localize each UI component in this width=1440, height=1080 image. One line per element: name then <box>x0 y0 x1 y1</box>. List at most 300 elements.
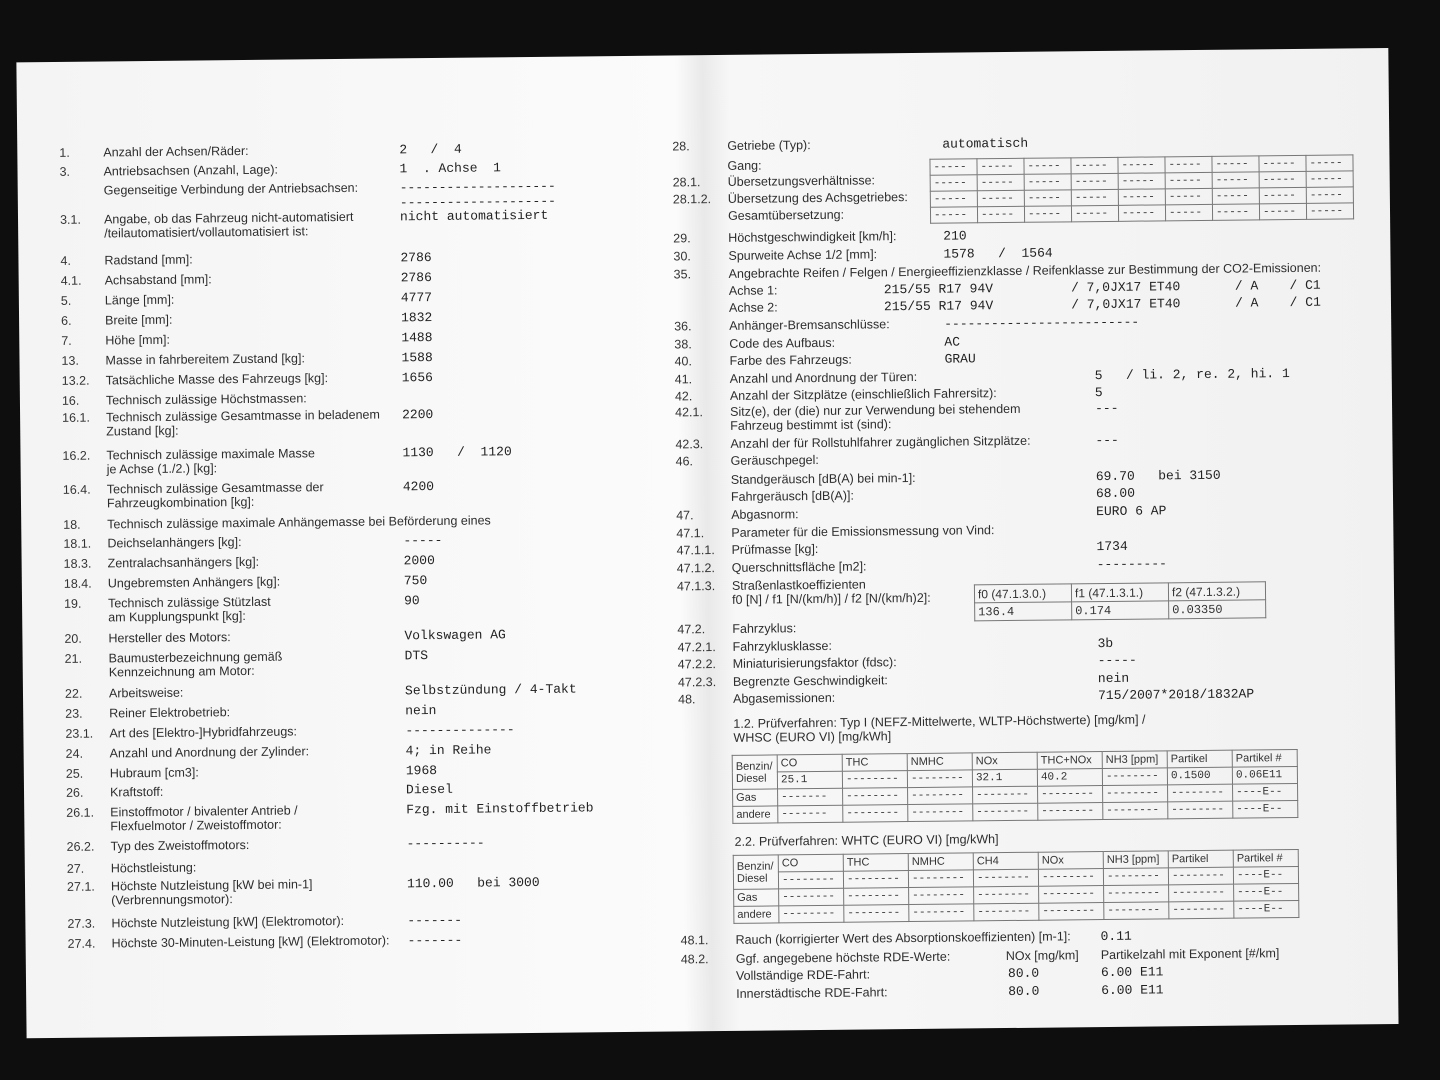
type1-cell: ----E-- <box>1233 783 1298 801</box>
whtc-cell: -------- <box>1169 901 1234 919</box>
type1-cell: andere <box>733 806 778 823</box>
left-item-value: ------- <box>407 912 463 929</box>
whtc-header: Benzin/ Diesel <box>733 855 778 889</box>
type1-header: NOx <box>972 752 1037 770</box>
left-item-num: 21. <box>64 651 83 666</box>
gear-cell: ----- <box>1165 172 1212 188</box>
whtc-cell: ----E-- <box>1234 883 1299 901</box>
left-item-num: 18.3. <box>63 556 92 571</box>
left-item-value: 4777 <box>400 290 433 306</box>
right-item-label: Anhänger-Bremsanschlüsse: <box>729 317 890 333</box>
left-item-num: 27.3. <box>67 916 96 931</box>
gear-cell: ----- <box>1306 171 1353 187</box>
rde-label: Ggf. angegebene höchste RDE-Werte: <box>735 949 951 966</box>
right-item-label: Getriebe (Typ): <box>727 138 811 153</box>
right-item-num: 47.1.2. <box>676 561 716 576</box>
right-item-label: Fahrgeräusch [dB(A)]: <box>730 488 855 504</box>
left-item-label: Reiner Elektrobetrieb: <box>109 705 231 721</box>
left-item-label: Baumusterbezeichnung gemäß Kennzeichnung am Motor: <box>108 649 283 680</box>
right-item-label: Anzahl und Anordnung der Türen: <box>729 369 918 386</box>
type1-cell: -------- <box>908 804 973 822</box>
test12-title: 1.2. Prüfverfahren: Typ I (NEFZ-Mittelwerte, WLTP-Höchstwerte) [mg/km] / WHSC (EURO VI) [mg/kWh] <box>733 712 1146 745</box>
right-item-value: EURO 6 AP <box>1096 503 1167 520</box>
right-item-label: Gang: <box>727 158 762 173</box>
left-item-label: Hersteller des Motors: <box>108 630 231 646</box>
type1-cell: -------- <box>973 786 1038 804</box>
type1-cell: 40.2 <box>1037 769 1102 787</box>
type1-header: THC+NOx <box>1037 752 1102 770</box>
right-item-num: 47.2. <box>677 622 706 637</box>
left-item-value: 2 / 4 <box>399 141 462 158</box>
type1-header: NH3 [ppm] <box>1102 751 1167 769</box>
left-item-num: 20. <box>64 631 82 646</box>
gear-cell: ----- <box>977 158 1024 174</box>
left-item-label: Höhe [mm]: <box>105 332 170 348</box>
left-item-label: Hubraum [cm3]: <box>109 765 199 781</box>
smoke-value: 0.11 <box>1100 928 1132 945</box>
left-item-value: -------------------- <box>399 193 556 211</box>
type1-cell: -------- <box>1103 785 1168 803</box>
whtc-cell: -------- <box>779 905 844 923</box>
left-item-num: 16. <box>61 393 80 408</box>
rde-row-label: Vollständige RDE-Fahrt: <box>735 967 871 983</box>
right-item-label: Geräuschpegel: <box>730 452 819 468</box>
gear-cell: ----- <box>1165 188 1212 204</box>
whtc-cell: -------- <box>909 904 974 922</box>
left-item-num: 27. <box>66 861 85 876</box>
left-item-num: 24. <box>65 746 84 761</box>
whtc-cell: -------- <box>1169 884 1234 902</box>
left-item-num: 22. <box>64 686 83 701</box>
right-item-value: --- <box>1094 400 1119 417</box>
left-item-label: Tatsächliche Masse des Fahrzeugs [kg]: <box>105 371 329 388</box>
right-item-label: Parameter für die Emissionsmessung von Vind: <box>731 523 995 540</box>
left-item-value: 1968 <box>405 762 438 779</box>
left-item-label: Typ des Zweistoffmotors: <box>110 837 250 854</box>
left-item-label: Länge [mm]: <box>104 292 175 308</box>
left-item-value: 1656 <box>401 370 434 386</box>
whtc-cell: -------- <box>1104 902 1169 920</box>
left-item-value: 2200 <box>402 407 434 423</box>
left-item-label: Radstand [mm]: <box>104 252 193 268</box>
right-item-num: 28.1.2. <box>672 192 712 207</box>
gear-cell: ----- <box>930 175 977 191</box>
whtc-cell: -------- <box>844 888 909 906</box>
left-item-num: 18.1. <box>63 536 92 551</box>
left-item-value: DTS <box>404 648 429 664</box>
right-item-label: Straßenlastkoeffizienten f0 [N] / f1 [N/(km/h)] / f2 [N/(km/h)2]: <box>731 577 931 607</box>
left-item-value: 2786 <box>400 270 432 286</box>
whtc-cell: -------- <box>1103 868 1168 886</box>
left-item-value: 1 . Achse 1 <box>399 160 502 177</box>
left-item-label: Höchste 30-Minuten-Leistung [kW] (Elektromotor): <box>111 933 390 951</box>
left-item-label: Einstoffmotor / bivalenter Antrieb / Flexfuelmotor / Zweistoffmotor: <box>110 803 298 834</box>
left-item-label: Technisch zulässige maximale Masse je Achse (1./2.) [kg]: <box>106 446 315 477</box>
right-item-label: Fahrzyklusklasse: <box>732 638 832 654</box>
gear-cell: ----- <box>1071 189 1118 205</box>
right-item-num: 35. <box>673 267 692 282</box>
whtc-cell: -------- <box>844 905 909 923</box>
left-item-label: Technisch zulässige Gesamtmasse der Fahrzeugkombination [kg]: <box>106 480 324 511</box>
gear-cell: ----- <box>1259 171 1306 187</box>
right-item-value: 3b <box>1097 635 1114 652</box>
road-load-header: f1 (47.1.3.1.) <box>1071 583 1168 602</box>
gear-cell: ----- <box>1212 156 1259 172</box>
left-item-value: ---------- <box>406 835 485 852</box>
type1-cell: ------- <box>778 788 843 806</box>
gear-cell: ----- <box>977 174 1024 190</box>
whtc-cell: -------- <box>909 887 974 905</box>
left-item-label: Kraftstoff: <box>109 784 164 800</box>
whtc-cell: -------- <box>1038 869 1103 887</box>
rde-row-nox: 80.0 <box>1007 965 1040 982</box>
road-load-header: f0 (47.1.3.0.) <box>974 584 1071 603</box>
right-item-value: 215/55 R17 94V / 7,0JX17 ET40 / A / C1 <box>883 294 1321 315</box>
right-item-label: Achse 2: <box>728 300 778 315</box>
gear-cell: ----- <box>1118 205 1165 221</box>
emission-table-whtc <box>733 849 1300 924</box>
type1-header: Partikel # <box>1232 749 1297 767</box>
document-page <box>16 48 1398 1038</box>
smoke-num: 48.1. <box>680 933 709 948</box>
right-item-label: Achse 1: <box>728 283 778 298</box>
left-item-value: 4; in Reihe <box>405 742 492 759</box>
whtc-cell: -------- <box>1039 903 1104 921</box>
whtc-header: Partikel <box>1168 850 1233 868</box>
whtc-cell: -------- <box>1168 867 1233 885</box>
gear-cell: ----- <box>930 207 977 223</box>
type1-cell: 0.06E11 <box>1232 766 1297 784</box>
right-item-num: 47.1. <box>676 526 705 541</box>
left-item-label: Technisch zulässige Gesamtmasse in beladenem Zustand [kg]: <box>106 407 380 439</box>
left-item-label: Art des [Elektro-]Hybridfahrzeugs: <box>109 724 298 741</box>
type1-cell: -------- <box>1102 768 1167 786</box>
right-item-num: 47.2.2. <box>677 657 717 672</box>
left-item-label: Anzahl der Achsen/Räder: <box>103 143 249 160</box>
right-item-num: 48. <box>678 692 696 707</box>
gear-cell: ----- <box>1118 157 1165 173</box>
gear-cell: ----- <box>1259 187 1306 203</box>
type1-header: CO <box>777 754 842 772</box>
left-item-label: Gegenseitige Verbindung der Antriebsachsen: <box>103 180 359 198</box>
left-item-label: Technisch zulässige Höchstmassen: <box>105 391 307 408</box>
gear-cell: ----- <box>1212 172 1259 188</box>
right-item-label: Übersetzung des Achsgetriebes: <box>727 190 908 206</box>
right-item-label: Angebrachte Reifen / Felgen / Energieeffizienzklasse / Reifenklasse zur Bestimmung der CO2-Emissionen: <box>728 260 1322 281</box>
right-item-label: Gesamtübersetzung: <box>727 207 845 223</box>
left-item-value: -------------- <box>405 722 515 739</box>
left-item-num: 16.4. <box>62 482 91 497</box>
right-item-label: Querschnittsfläche [m2]: <box>731 559 867 575</box>
gear-cell: ----- <box>1118 189 1165 205</box>
left-item-value: Volkswagen AG <box>404 627 506 644</box>
left-item-value: Diesel <box>405 781 453 798</box>
right-item-num: 42.1. <box>675 405 703 420</box>
type1-cell: -------- <box>1168 784 1233 802</box>
right-item-label: Fahrzyklus: <box>732 621 797 636</box>
right-item-label: Sitz(e), der (die) nur zur Verwendung bei stehendem Fahrzeug bestimmt ist (sind): <box>730 401 1021 433</box>
type1-header: Benzin/ Diesel <box>732 755 777 789</box>
whtc-cell: -------- <box>974 903 1039 921</box>
left-item-value: nicht automatisiert <box>399 207 549 225</box>
right-item-value: 215/55 R17 94V / 7,0JX17 ET40 / A / C1 <box>883 277 1321 298</box>
whtc-header: Partikel # <box>1233 849 1298 867</box>
whtc-cell: -------- <box>1104 885 1169 903</box>
left-item-label: Technisch zulässige Stützlast am Kupplungspunkt [kg]: <box>107 594 271 625</box>
left-item-num: 27.4. <box>67 936 96 951</box>
left-item-label: Höchste Nutzleistung [kW] (Elektromotor): <box>111 913 345 931</box>
road-load-value: 0.174 <box>1072 601 1169 620</box>
whtc-cell: -------- <box>779 888 844 906</box>
whtc-cell: -------- <box>908 870 973 888</box>
rde-row-pn: 6.00 E11 <box>1101 982 1164 999</box>
right-item-num: 38. <box>674 337 692 352</box>
gear-cell: ----- <box>1306 187 1353 203</box>
right-item-value: 5 / li. 2, re. 2, hi. 1 <box>1094 366 1290 384</box>
type1-cell: 32.1 <box>972 769 1037 787</box>
left-item-label: Technisch zulässige maximale Anhängemasse bei Beförderung eines <box>107 513 491 532</box>
gear-cell: ----- <box>1165 156 1212 172</box>
whtc-header: THC <box>843 854 908 872</box>
type1-cell: ----E-- <box>1233 800 1298 818</box>
right-item-label: Anzahl der für Rollstuhlfahrer zugänglichen Sitzplätze: <box>730 433 1031 451</box>
type1-cell: -------- <box>843 788 908 806</box>
left-item-num: 13. <box>61 353 79 368</box>
right-item-num: 30. <box>673 249 691 264</box>
right-item-value: 1578 / 1564 <box>943 245 1053 262</box>
whtc-header: NH3 [ppm] <box>1103 851 1168 869</box>
left-item-value: 1588 <box>401 350 433 366</box>
gear-cell: ----- <box>1024 190 1071 206</box>
left-item-num: 25. <box>65 766 84 781</box>
right-item-value: 1734 <box>1096 538 1128 555</box>
whtc-header: NOx <box>1038 852 1103 870</box>
right-item-num: 41. <box>674 372 693 387</box>
left-item-value: 2000 <box>403 553 435 569</box>
type1-cell: -------- <box>973 803 1038 821</box>
gear-cell: ----- <box>1259 203 1306 219</box>
right-item-value: 5 <box>1094 385 1103 401</box>
left-item-num: 13.2. <box>61 373 90 388</box>
right-item-value: ------------------------- <box>944 314 1140 332</box>
right-item-label: Code des Aufbaus: <box>729 335 836 351</box>
rde-header-nox: NOx [mg/km] <box>1005 948 1079 964</box>
right-item-label: Standgeräusch [dB(A) bei min-1]: <box>730 470 916 487</box>
whtc-cell: -------- <box>973 869 1038 887</box>
right-item-num: 47.2.1. <box>677 640 716 655</box>
right-item-value: automatisch <box>942 135 1029 152</box>
left-item-num: 16.1. <box>62 410 90 425</box>
rde-row-pn: 6.00 E11 <box>1100 964 1164 981</box>
whtc-cell: ----E-- <box>1234 900 1299 918</box>
gear-cell: ----- <box>1071 157 1118 173</box>
type1-cell: 0.1500 <box>1167 767 1232 785</box>
gear-cell: ----- <box>1306 155 1353 171</box>
right-item-num: 47.1.3. <box>676 579 716 594</box>
left-item-num: 18.4. <box>63 576 92 591</box>
right-item-label: Höchstgeschwindigkeit [km/h]: <box>728 229 897 245</box>
gear-cell: ----- <box>1071 173 1118 189</box>
right-item-label: Übersetzungsverhältnisse: <box>727 173 876 189</box>
left-item-label: Deichselanhängers [kg]: <box>107 535 242 551</box>
gear-cell: ----- <box>1259 155 1306 171</box>
left-item-label: Arbeitsweise: <box>108 685 184 701</box>
gear-cell: ----- <box>1024 158 1071 174</box>
left-item-num: 18. <box>63 517 81 532</box>
right-item-num: 42.3. <box>675 437 704 452</box>
left-item-value: 2786 <box>400 250 432 266</box>
right-item-num: 36. <box>674 319 692 334</box>
gear-cell: ----- <box>1118 173 1165 189</box>
type1-header: THC <box>842 754 907 772</box>
left-item-value: 750 <box>403 573 428 589</box>
left-item-num: 4. <box>60 253 71 268</box>
left-item-value: Selbstzündung / 4-Takt <box>404 681 577 699</box>
right-item-label: Begrenzte Geschwindigkeit: <box>732 673 888 689</box>
left-item-label: Masse in fahrbereitem Zustand [kg]: <box>105 351 305 368</box>
type1-cell: Gas <box>733 789 778 806</box>
gear-cell: ----- <box>930 191 977 207</box>
rde-row-label: Innerstädtische RDE-Fahrt: <box>736 985 888 1001</box>
whtc-cell: -------- <box>843 871 908 889</box>
left-item-num: 26.2. <box>66 839 95 854</box>
left-item-value: 1832 <box>401 310 433 326</box>
gear-cell: ----- <box>1212 188 1259 204</box>
left-item-num: 26.1. <box>66 805 95 820</box>
gear-cell: ----- <box>977 206 1024 222</box>
left-item-label: Höchstleistung: <box>110 860 197 876</box>
left-item-value: Fzg. mit Einstoffbetrieb <box>406 800 594 818</box>
right-item-value: --------- <box>1096 556 1167 573</box>
type1-header: Partikel <box>1167 750 1232 768</box>
left-item-value: 4200 <box>402 479 435 495</box>
type1-header: NMHC <box>907 753 972 771</box>
left-item-value: nein <box>405 702 437 719</box>
left-item-value: 110.00 bei 3000 <box>406 874 540 892</box>
right-item-num: 28. <box>672 139 690 154</box>
gear-cell: ----- <box>1024 174 1071 190</box>
road-load-table <box>974 581 1266 621</box>
gear-cell: ----- <box>1071 205 1118 221</box>
left-item-value: 90 <box>403 593 420 609</box>
left-item-num: 16.2. <box>62 448 91 463</box>
whtc-cell: -------- <box>974 886 1039 904</box>
right-item-value: 69.70 bei 3150 <box>1095 467 1221 485</box>
gear-cell: ----- <box>1306 203 1353 219</box>
right-item-value: 210 <box>943 228 967 244</box>
right-item-label: Spurweite Achse 1/2 [mm]: <box>728 247 878 263</box>
type1-cell: -------- <box>1038 786 1103 804</box>
right-item-num: 42. <box>674 389 693 404</box>
gear-cell: ----- <box>977 190 1024 206</box>
whtc-cell: -------- <box>778 871 843 889</box>
left-item-num: 3. <box>59 164 71 179</box>
left-item-num: 4.1. <box>60 273 82 288</box>
right-item-label: Farbe des Fahrzeugs: <box>729 352 852 368</box>
type1-cell: -------- <box>1038 803 1103 821</box>
whtc-cell: ----E-- <box>1233 866 1298 884</box>
right-item-value: ----- <box>1097 652 1137 669</box>
left-item-value: ----- <box>403 532 443 549</box>
test22-title: 2.2. Prüfverfahren: WHTC (EURO VI) [mg/kWh] <box>734 832 999 849</box>
whtc-cell: -------- <box>1039 886 1104 904</box>
type1-cell: -------- <box>1168 801 1233 819</box>
left-item-label: Achsabstand [mm]: <box>104 272 212 288</box>
right-item-value: --- <box>1095 432 1119 449</box>
road-load-value: 136.4 <box>975 602 1072 621</box>
type1-cell: -------- <box>843 805 908 823</box>
gear-cell: ----- <box>930 159 977 175</box>
left-item-num: 6. <box>61 313 72 328</box>
left-item-num: 7. <box>61 333 72 348</box>
gear-cell: ----- <box>1024 206 1071 222</box>
left-item-num: 23.1. <box>65 726 94 741</box>
type1-cell: -------- <box>1103 802 1168 820</box>
right-item-num: 47.2.3. <box>677 675 717 690</box>
left-item-num: 3.1. <box>59 212 81 227</box>
right-item-num: 47. <box>676 508 694 523</box>
right-item-label: Abgasnorm: <box>731 507 799 522</box>
whtc-header: NMHC <box>908 853 973 871</box>
left-item-label: Antriebsachsen (Anzahl, Lage): <box>103 162 279 179</box>
right-item-value: nein <box>1097 670 1130 687</box>
right-item-label: Prüfmasse [kg]: <box>731 541 819 557</box>
left-item-value: 1488 <box>401 330 433 346</box>
rde-row-nox: 80.0 <box>1008 983 1040 1000</box>
right-item-num: 40. <box>674 354 693 369</box>
right-item-value: 715/2007*2018/1832AP <box>1097 686 1255 704</box>
left-item-num: 5. <box>60 293 72 308</box>
whtc-cell: Gas <box>734 889 779 906</box>
type1-cell: 25.1 <box>777 771 842 789</box>
right-item-value: GRAU <box>944 351 976 367</box>
type1-cell: ------- <box>778 805 843 823</box>
right-item-value: AC <box>944 334 961 350</box>
right-item-label: Anzahl der Sitzplätze (einschließlich Fahrersitz): <box>729 386 997 403</box>
left-item-num: 23. <box>65 706 83 721</box>
emission-table-type1 <box>732 749 1299 824</box>
rde-header-pn: Partikelzahl mit Exponent [#/km] <box>1100 946 1280 963</box>
right-item-value: 68.00 <box>1095 485 1136 502</box>
left-item-value: 1130 / 1120 <box>402 444 512 461</box>
gear-cell: ----- <box>1165 204 1212 220</box>
left-item-value: -------------------- <box>399 178 556 196</box>
right-item-num: 47.1.1. <box>676 543 715 558</box>
gear-cell: ----- <box>1212 204 1259 220</box>
whtc-header: CH4 <box>973 852 1038 870</box>
whtc-header: CO <box>778 854 843 872</box>
left-item-label: Anzahl und Anordnung der Zylinder: <box>109 744 310 761</box>
left-item-label: Zentralachsanhängers [kg]: <box>107 554 260 571</box>
left-item-num: 27.1. <box>66 879 95 894</box>
left-item-num: 26. <box>65 785 84 800</box>
gear-ratio-grid <box>929 154 1354 223</box>
left-item-num: 1. <box>59 145 70 160</box>
left-item-num: 19. <box>63 596 82 611</box>
road-load-value: 0.03350 <box>1169 600 1266 619</box>
type1-cell: -------- <box>908 787 973 805</box>
left-item-label: Breite [mm]: <box>105 312 173 328</box>
left-item-label: Ungebremsten Anhängers [kg]: <box>107 574 281 591</box>
left-item-label: Angabe, ob das Fahrzeug nicht-automatisiert /teilautomatisiert/vollautomatisiert ist: <box>103 209 354 241</box>
right-item-label: Miniaturisierungsfaktor (fdsc): <box>732 655 897 671</box>
whtc-cell: andere <box>734 906 779 923</box>
rde-num: 48.2. <box>680 952 709 967</box>
smoke-label: Rauch (korrigierter Wert des Absorptionskoeffizienten) [m-1]: <box>735 929 1071 947</box>
right-item-label: Abgasemissionen: <box>733 690 836 706</box>
road-load-header: f2 (47.1.3.2.) <box>1168 582 1265 601</box>
right-item-num: 46. <box>675 454 694 469</box>
